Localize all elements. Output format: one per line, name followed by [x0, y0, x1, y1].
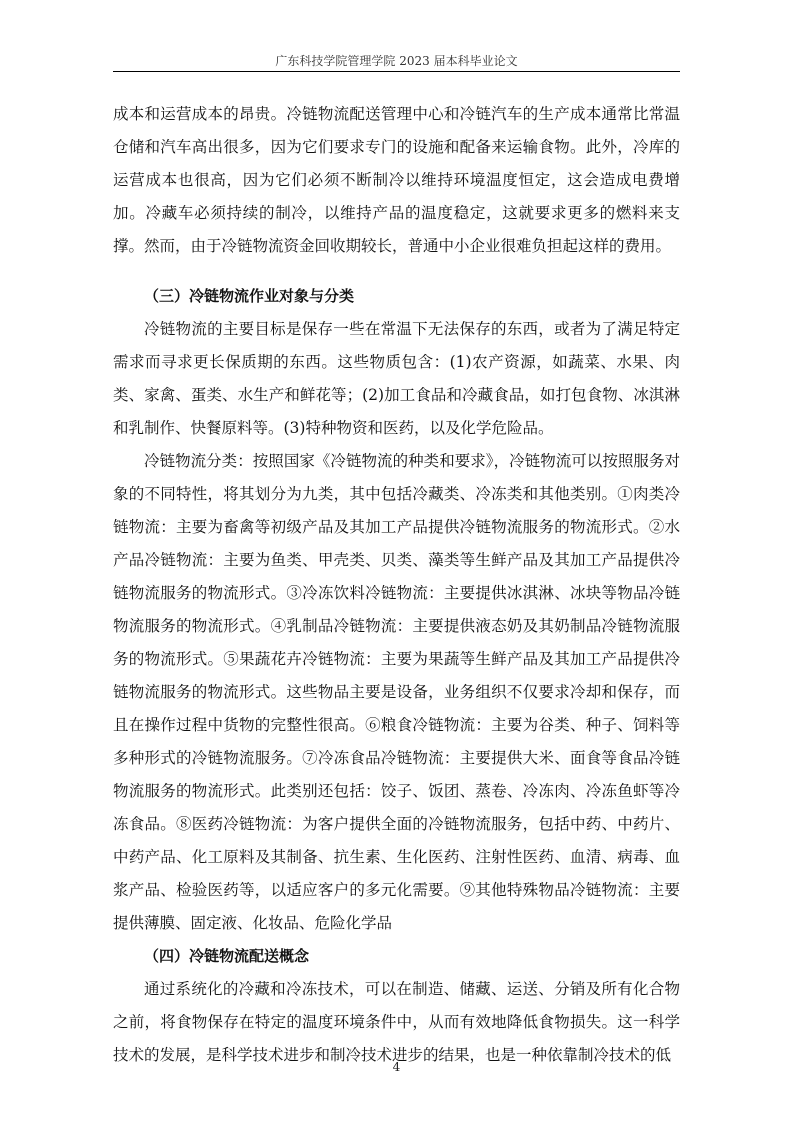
- paragraph-cost: 成本和运营成本的昂贵。冷链物流配送管理中心和冷链汽车的生产成本通常比常温仓储和汽车高出很多，因为它们要求专门的设施和配备来运输食物。此外，冷库的运营成本也很高，因为它们必须不断制冷以维持环境温度恒定，这会造成电费增加。冷藏车必须持续的制冷，以维持产品的温度稳定，这就要求更多的燃料来支撑。然而，由于冷链物流资金回收期较长，普通中小企业很难负担起这样的费用。: [113, 105, 680, 255]
- document-body: [113, 98, 680, 1072]
- paragraph-concept: 通过系统化的冷藏和冷冻技术，可以在制造、储藏、运送、分销及所有化合物之前，将食物保存在特定的温度环境条件中，从而有效地降低食物损失。这一科学技术的发展，是科学技术进步和制冷技术进步的结果，也是一种依靠制冷技术的低: [113, 980, 680, 1064]
- section-heading-3: （三）冷链物流作业对象与分类: [144, 287, 355, 305]
- page-header: 广东科技学院管理学院 2023 届本科毕业论文: [275, 54, 518, 68]
- page-number: 4: [392, 1060, 401, 1074]
- section-heading-4: （四）冷链物流配送概念: [144, 947, 310, 965]
- header-rule: [113, 71, 680, 72]
- paragraph-objects: 冷链物流的主要目标是保存一些在常温下无法保存的东西，或者为了满足特定需求而寻求更长保质期的东西。这些物质包含：(1)农产资源，如蔬菜、水果、肉类、家禽、蛋类、水生产和鲜花等；(2)加工食品和冷藏食品，如打包食物、冰淇淋和乳制作、快餐原料等。(3)特种物资和医药，以及化学危险品。: [113, 320, 680, 437]
- paragraph-classification: 冷链物流分类：按照国家《冷链物流的种类和要求》，冷链物流可以按照服务对象的不同特性，将其划分为九类，其中包括冷藏类、冷冻类和其他类别。①肉类冷链物流：主要为畜禽等初级产品及其加工产品提供冷链物流服务的物流形式。②水产品冷链物流：主要为鱼类、甲壳类、贝类、藻类等生鲜产品及其加工产品提供冷链物流服务的物流形式。③冷冻饮料冷链物流：主要提供冰淇淋、冰块等物品冷链物流服务的物流形式。④乳制品冷链物流：主要提供液态奶及其奶制品冷链物流服务的物流形式。⑤果蔬花卉冷链物流：主要为果蔬等生鲜产品及其加工产品提供冷链物流服务的物流形式。这些物品主要是设备，业务组织不仅要求冷却和保存，而且在操作过程中货物的完整性很高。⑥粮食冷链物流：主要为谷类、种子、饲料等多种形式的冷链物流服务。⑦冷冻食品冷链物流：主要提供大米、面食等食品冷链物流服务的物流形式。此类别还包括：饺子、饭团、蒸卷、冷冻肉、冷冻鱼虾等冷冻食品。⑧医药冷链物流：为客户提供全面的冷链物流服务，包括中药、中药片、中药产品、化工原料及其制备、抗生素、生化医药、注射性医药、血清、病毒、血浆产品、检验医药等，以适应客户的多元化需要。⑨其他特殊物品冷链物流：主要提供薄膜、固定液、化妆品、危险化学品: [113, 452, 680, 932]
